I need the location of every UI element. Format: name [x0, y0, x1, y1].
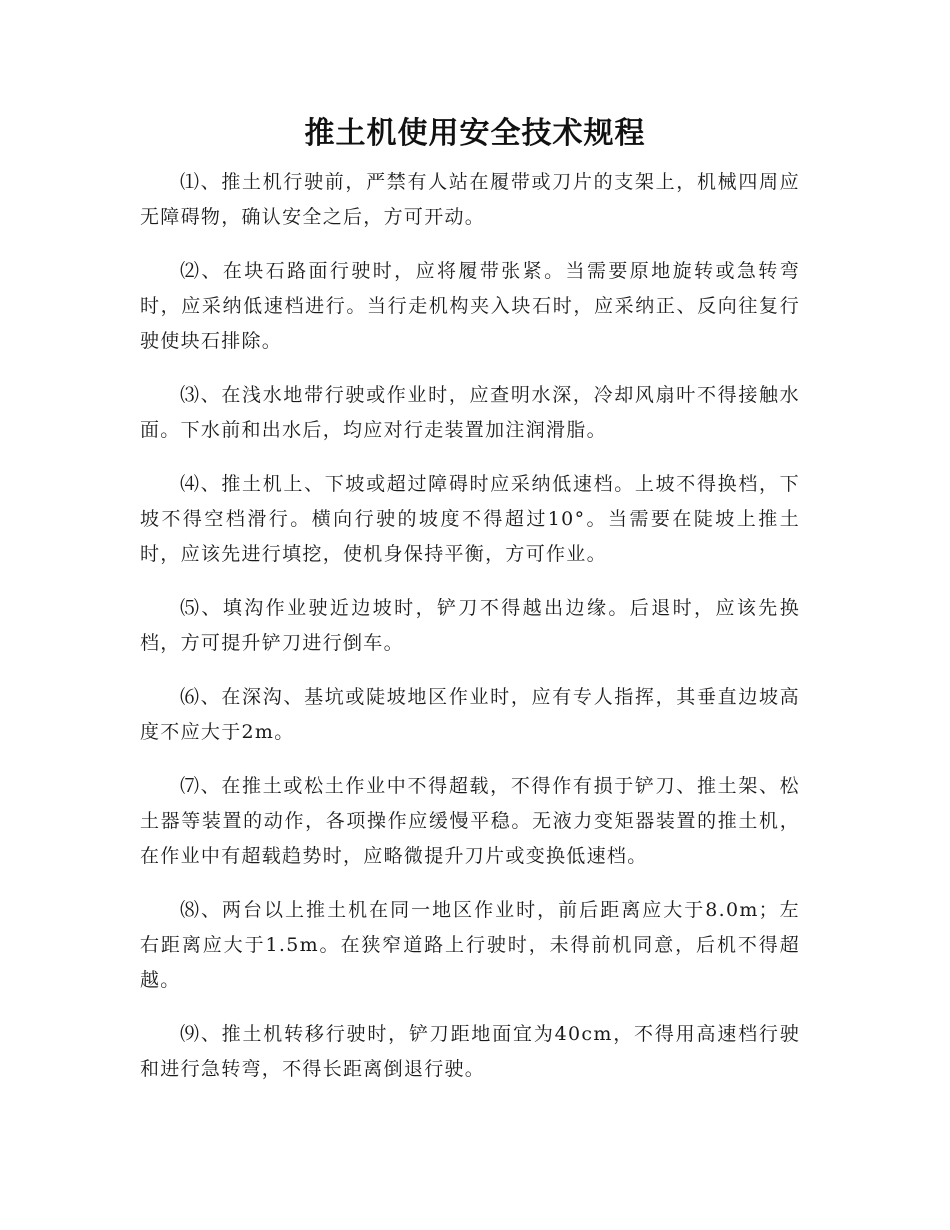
paragraph-4: ⑷、推土机上、下坡或超过障碍时应采纳低速档。上坡不得换档，下坡不得空档滑行。横向行驶的坡度不得超过10°。当需要在陡坡上推土时，应该先进行填挖，使机身保持平衡，方可作业。 — [140, 473, 800, 565]
paragraph-5: ⑸、填沟作业驶近边坡时，铲刀不得越出边缘。后退时，应该先换档，方可提升铲刀进行倒车。 — [140, 597, 800, 654]
paragraph-3: ⑶、在浅水地带行驶或作业时，应查明水深，冷却风扇叶不得接触水面。下水前和出水后，均应对行走装置加注润滑脂。 — [140, 384, 800, 441]
paragraph-9: ⑼、推土机转移行驶时，铲刀距地面宜为40cm，不得用高速档行驶和进行急转弯，不得长距离倒退行驶。 — [140, 1023, 800, 1080]
document-body — [140, 165, 800, 1106]
paragraph-7: ⑺、在推土或松土作业中不得超载，不得作有损于铲刀、推土架、松土器等装置的动作，各项操作应缓慢平稳。无液力变矩器装置的推土机，在作业中有超载趋势时，应略微提升刀片或变换低速档。 — [140, 775, 800, 867]
paragraph-8: ⑻、两台以上推土机在同一地区作业时，前后距离应大于8.0m；左右距离应大于1.5m。在狭窄道路上行驶时，未得前机同意，后机不得超越。 — [140, 899, 800, 991]
document-title: 推土机使用安全技术规程 — [304, 116, 646, 151]
paragraph-2: ⑵、在块石路面行驶时，应将履带张紧。当需要原地旋转或急转弯时，应采纳低速档进行。当行走机构夹入块石时，应采纳正、反向往复行驶使块石排除。 — [140, 260, 800, 352]
paragraph-6: ⑹、在深沟、基坑或陡坡地区作业时，应有专人指挥，其垂直边坡高度不应大于2m。 — [140, 686, 800, 743]
paragraph-1: ⑴、推土机行驶前，严禁有人站在履带或刀片的支架上，机械四周应无障碍物，确认安全之后，方可开动。 — [140, 171, 800, 228]
